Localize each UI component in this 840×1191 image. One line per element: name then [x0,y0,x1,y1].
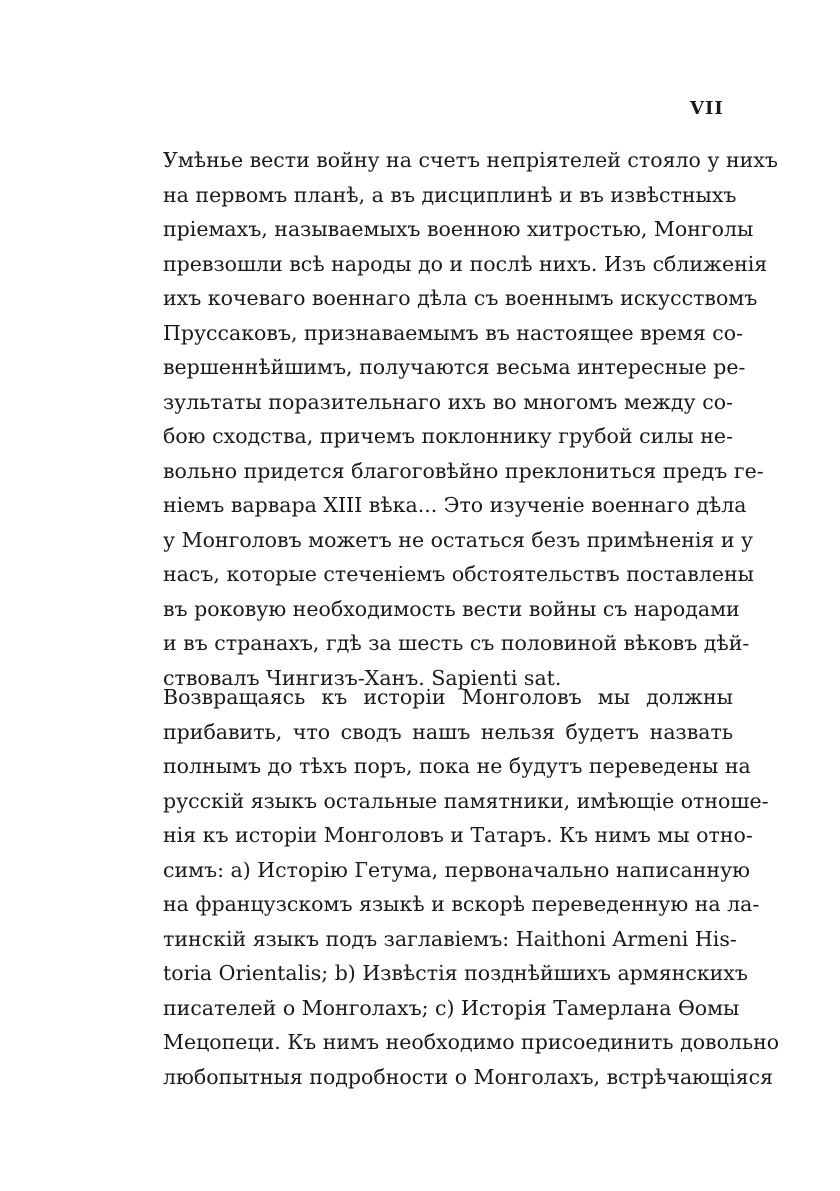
text-line: ихъ кочеваго военнаго дѣла съ военнымъ искусствомъ [163,286,758,310]
text-line: toria Orientalis; b) Извѣстія позднѣйшихъ армянскихъ [163,961,748,985]
page-number: VII [690,98,724,119]
text-line: тинскій языкъ подъ заглавіемъ: Haithoni Armeni His- [163,926,737,951]
text-line: и въ странахъ, гдѣ за шесть съ половиной вѣковъ дѣй- [163,631,750,655]
text-line: насъ, которые стеченіемъ обстоятельствъ поставлены [163,562,754,586]
text-line: зультаты поразительнаго ихъ во многомъ между со- [163,389,733,414]
text-line: писателей о Монголахъ; c) Исторія Тамерлана Ѳомы [163,995,740,1020]
text-line: превзошли всѣ народы до и послѣ нихъ. Изъ сближенія [163,251,768,276]
text-line: пріемахъ, называемыхъ военною хитростью, Монголы [163,217,754,241]
text-line: въ роковую необходимость вести войны съ народами [163,596,740,621]
paragraph-1 [163,143,778,695]
paragraph-2 [163,680,780,1094]
text-line: Умѣнье вести войну на счетъ непріятелей стояло у нихъ [163,148,778,172]
text-line: полнымъ до тѣхъ поръ, пока не будутъ переведены на [163,754,751,778]
text-line: бою сходства, причемъ поклоннику грубой силы не- [163,424,733,448]
text-line: ствовалъ Чингизъ-Ханъ. Sapienti sat. [163,665,562,690]
text-line: вершеннѣйшимъ, получаются весьма интересные ре- [163,355,746,379]
text-line: Пруссаковъ, признаваемымъ въ настоящее время со- [163,320,744,345]
text-line: вольно придется благоговѣйно преклониться предъ ге- [163,458,764,483]
text-line: любопытныя подробности о Монголахъ, встрѣчающіяся [163,1064,773,1089]
text-line: на первомъ планѣ, а въ дисциплинѣ и въ извѣстныхъ [163,182,737,207]
text-line: прибавить, что сводъ нашъ нельзя будетъ назвать [163,719,733,744]
text-line: русскій языкъ остальные памятники, имѣющіе отноше- [163,788,769,813]
text-line: на французскомъ языкѣ и вскорѣ переведенную на ла- [163,892,760,916]
text-line: симъ: a) Исторію Гетума, первоначально написанную [163,857,751,882]
text-line: ніемъ варвара XIII вѣка... Это изученіе военнаго дѣла [163,493,747,517]
text-line: нія къ исторіи Монголовъ и Татаръ. Къ нимъ мы отно- [163,823,753,847]
text-line: у Монголовъ можетъ не остаться безъ примѣненія и у [163,527,754,552]
text-line: Возвращаясь къ исторіи Монголовъ мы должны [163,685,733,709]
text-line: Мецопеци. Къ нимъ необходимо присоединить довольно [163,1030,780,1054]
